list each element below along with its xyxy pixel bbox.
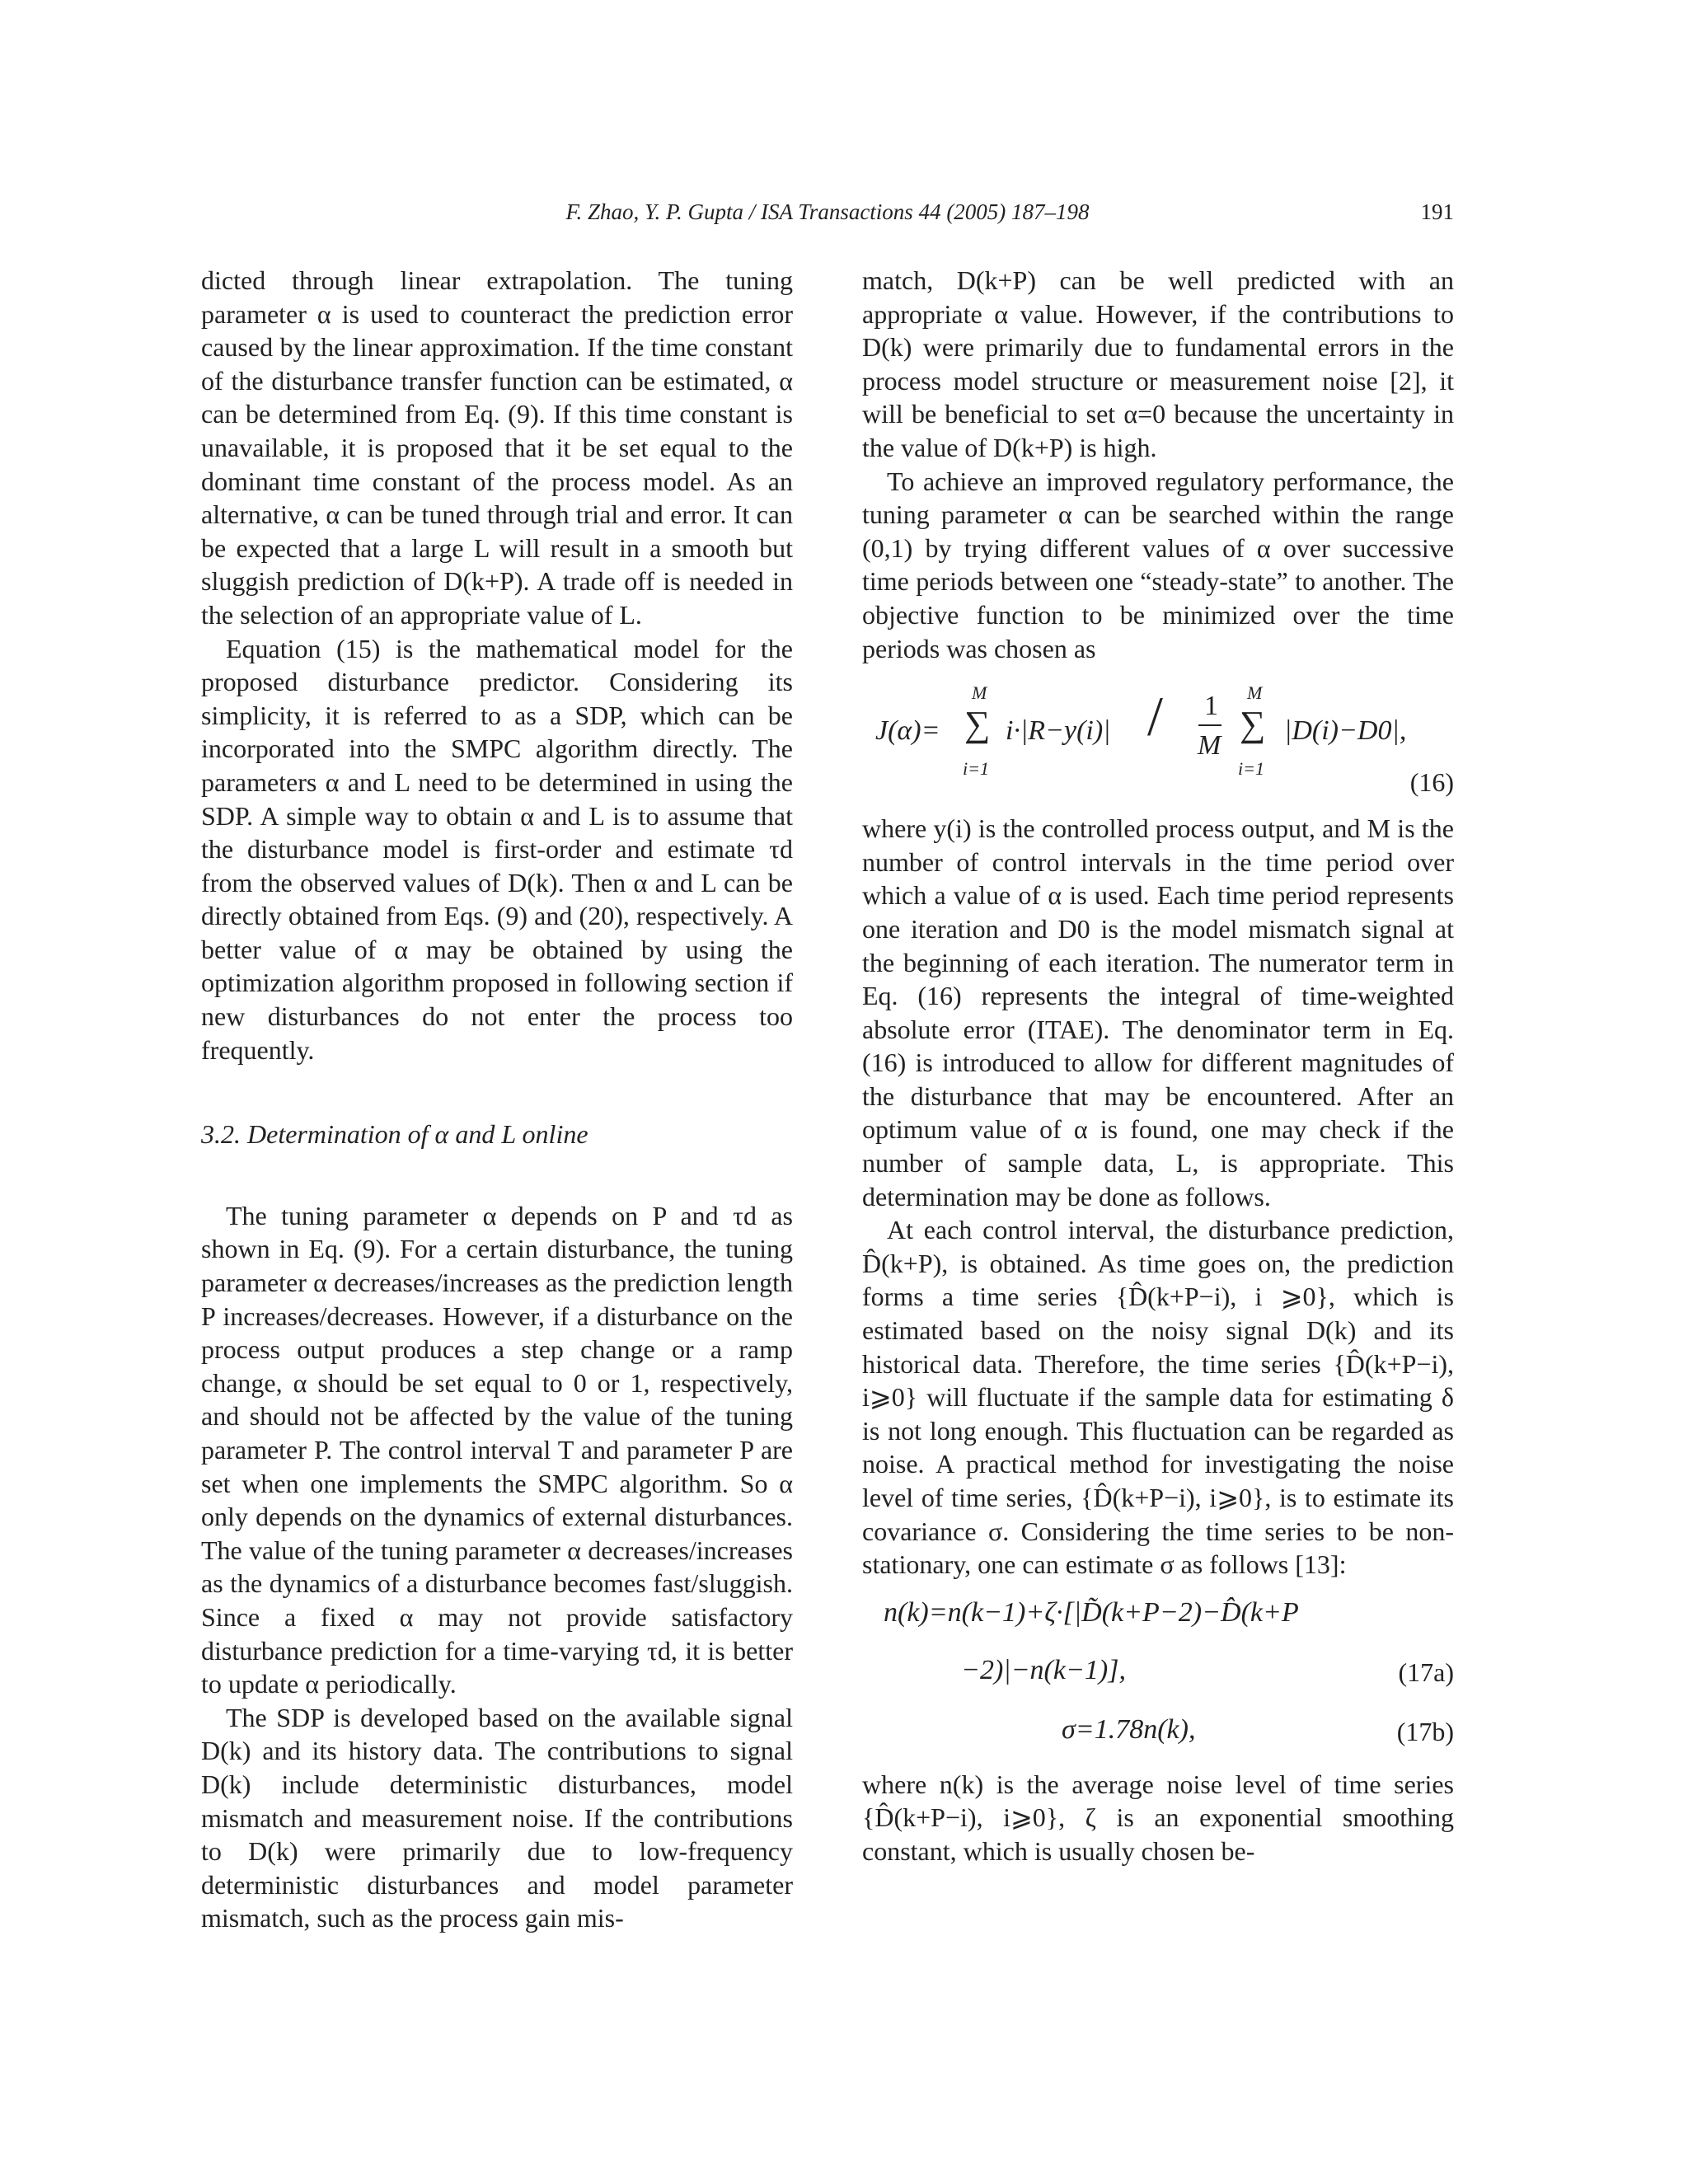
eq16-number: (16)	[1409, 767, 1454, 798]
eq16-sum1-lower: i=1	[963, 758, 989, 780]
paragraph: The SDP is developed based on the available signal D(k) and its history data. The contributions to signal D(k) include deterministic disturbances, model mismatch and measurement noise. If the contributions to D(k) were primarily due to low-frequency deterministic disturbances and model parameter mismatch, such as the process gain mis-	[201, 1702, 793, 1933]
eq16-sum2-lower: i=1	[1238, 758, 1264, 780]
paragraph: The tuning parameter α depends on P and τd as shown in Eq. (9). For a certain disturbance, the tuning parameter α decreases/increases as the prediction length P increases/decreases. However, if a disturbance on the process output produces a step change or a ramp change, α should be set equal to 0 or 1, respectively, and should not be affected by the value of the tuning parameter P. The control interval T and parameter P are set when one implements the SMPC algorithm. So α only depends on the dynamics of external disturbances. The value of the tuning parameter α decreases/increases as the dynamics of a disturbance becomes fast/sluggish. Since a fixed α may not provide satisfactory disturbance prediction for a time-varying τd, it is better to update α periodically.	[201, 1200, 793, 1699]
eq17b: σ=1.78n(k),	[1062, 1713, 1196, 1745]
eq16-lhs: J(α)=	[875, 715, 940, 747]
paragraph: Equation (15) is the mathematical model for the proposed disturbance predictor. Considering its simplicity, it is referred to as a SDP, which can be incorporated into the SMPC algorithm directly. The parameters α and L need to be determined in using the SDP. A simple way to obtain α and L is to assume that the disturbance model is first-order and estimate τd from the observed values of D(k). Then α and L can be directly obtained from Eqs. (9) and (20), respectively. A better value of α may be obtained by using the optimization algorithm proposed in following section if new disturbances do not enter the process too frequently.	[201, 633, 793, 1065]
page-number: 191	[1420, 199, 1454, 224]
eq17a-number: (17a)	[1398, 1657, 1454, 1687]
running-head: F. Zhao, Y. P. Gupta / ISA Transactions 44 (2005) 187–198	[565, 199, 1090, 224]
eq16-fraction-denominator: M	[1198, 730, 1221, 762]
eq16-fraction-numerator: 1	[1204, 691, 1218, 722]
right-column	[862, 264, 1454, 1868]
left-column	[201, 264, 793, 1935]
eq17a-line1: n(k)=n(k−1)+ζ·[|D̃(k+P−2)−D̂(k+P	[884, 1596, 1299, 1628]
eq16-slash: /	[1147, 685, 1163, 748]
sum-icon: ∑	[1240, 704, 1266, 745]
paragraph: where n(k) is the average noise level of time series {D̂(k+P−i), i⩾0}, ζ is an exponential smoothing constant, which is usually chosen be-	[862, 1769, 1454, 1866]
equation-16	[862, 677, 1454, 800]
paragraph: dicted through linear extrapolation. The tuning parameter α is used to counteract the prediction error caused by the linear approximation. If the time constant of the disturbance transfer function can be estimated, α can be determined from Eq. (9). If this time constant is unavailable, it is proposed that it be set equal to the dominant time constant of the process model. As an alternative, α can be tuned through trial and error. It can be expected that a large L will result in a smooth but sluggish prediction of D(k+P). A trade off is needed in the selection of an appropriate value of L.	[201, 265, 793, 630]
eq17b-number: (17b)	[1396, 1716, 1454, 1746]
eq16-sum2-upper: M	[1247, 682, 1263, 704]
fraction-bar-icon	[1198, 724, 1221, 726]
paragraph: At each control interval, the disturbance prediction, D̂(k+P), is obtained. As time goes on, the prediction forms a time series {D̂(k+P−i), i ⩾0}, which is estimated based on the noisy signal D(k) and its historical data. Therefore, the time series {D̂(k+P−i), i⩾0} will fluctuate if the sample data for estimating δ is not long enough. This fluctuation can be regarded as noise. A practical method for investigating the noise level of time series, {D̂(k+P−i), i⩾0}, is to estimate its covariance σ. Considering the time series to be non-stationary, one can estimate σ as follows [13]:	[862, 1215, 1454, 1580]
eq16-term2: |D(i)−D0|,	[1284, 715, 1407, 747]
eq17a-line2: −2)|−n(k−1)],	[961, 1654, 1126, 1685]
eq16-sum1-upper: M	[972, 682, 987, 704]
section-heading: 3.2. Determination of α and L online	[201, 1119, 588, 1150]
paragraph: match, D(k+P) can be well predicted with an appropriate α value. However, if the contributions to D(k) were primarily due to fundamental errors in the process model structure or measurement noise [2], it will be beneficial to set α=0 because the uncertainty in the value of D(k+P) is high.	[862, 265, 1454, 462]
paragraph: where y(i) is the controlled process output, and M is the number of control intervals in the time period over which a value of α is used. Each time period represents one iteration and D0 is the model mismatch signal at the beginning of each iteration. The numerator term in Eq. (16) represents the integral of time-weighted absolute error (ITAE). The denominator term in Eq. (16) is introduced to allow for different magnitudes of the disturbance that may be encountered. After an optimum value of α is found, one may check if the number of sample data, L, is appropriate. This determination may be done as follows.	[862, 813, 1454, 1212]
eq16-term1: i·|R−y(i)|	[1006, 715, 1111, 747]
page-header	[201, 198, 1454, 231]
sum-icon: ∑	[964, 704, 991, 745]
equation-17	[862, 1590, 1454, 1763]
paragraph: To achieve an improved regulatory performance, the tuning parameter α can be searched within the range (0,1) by trying different values of α over successive time periods between one “steady-state” to another. The objective function to be minimized over the time periods was chosen as	[862, 466, 1454, 663]
